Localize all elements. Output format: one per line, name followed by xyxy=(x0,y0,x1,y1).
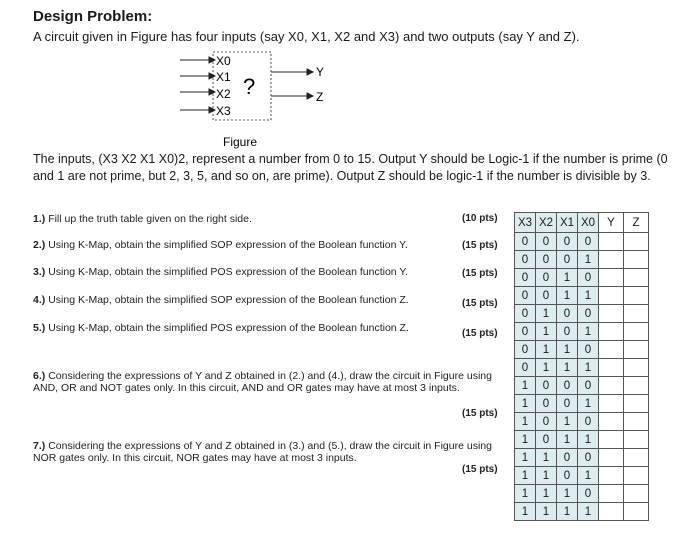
table-row xyxy=(515,413,649,431)
table-row xyxy=(515,233,649,251)
question-number: 2.) xyxy=(33,239,46,251)
table-cell-input: 1 xyxy=(515,467,536,485)
table-cell-input: 1 xyxy=(557,341,578,359)
table-cell-input: 1 xyxy=(578,287,599,305)
table-cell-input: 1 xyxy=(515,395,536,413)
figure-caption: Figure xyxy=(223,135,258,149)
question-6-points: (15 pts) xyxy=(462,408,498,419)
table-cell-input: 0 xyxy=(515,341,536,359)
table-cell-input: 0 xyxy=(515,251,536,269)
table-cell-input: 0 xyxy=(578,341,599,359)
table-cell-input: 1 xyxy=(578,467,599,485)
table-cell-input: 1 xyxy=(578,251,599,269)
table-cell-input: 0 xyxy=(536,251,557,269)
table-cell-input: 1 xyxy=(557,359,578,377)
table-cell-input: 0 xyxy=(536,395,557,413)
table-cell-output-y[interactable] xyxy=(599,503,624,521)
output-z-label: Z xyxy=(316,90,324,104)
question-4 xyxy=(33,294,409,306)
question-number: 7.) xyxy=(33,440,46,452)
table-cell-output-y[interactable] xyxy=(599,431,624,449)
table-cell-input: 1 xyxy=(578,431,599,449)
table-cell-input: 1 xyxy=(536,323,557,341)
table-cell-input: 0 xyxy=(515,359,536,377)
table-row xyxy=(515,251,649,269)
table-cell-output-z[interactable] xyxy=(624,323,649,341)
table-cell-output-y[interactable] xyxy=(599,467,624,485)
table-cell-input: 1 xyxy=(536,305,557,323)
table-cell-input: 1 xyxy=(557,485,578,503)
table-cell-input: 0 xyxy=(515,305,536,323)
table-cell-input: 0 xyxy=(557,395,578,413)
table-cell-input: 1 xyxy=(578,359,599,377)
table-cell-input: 1 xyxy=(578,395,599,413)
table-cell-input: 1 xyxy=(515,503,536,521)
question-3-points: (15 pts) xyxy=(462,268,498,279)
table-row xyxy=(515,395,649,413)
question-7 xyxy=(33,440,503,464)
table-cell-output-z[interactable] xyxy=(624,251,649,269)
input-x3-label: X3 xyxy=(216,104,231,118)
question-number: 5.) xyxy=(33,322,46,334)
table-cell-input: 1 xyxy=(515,431,536,449)
table-cell-input: 1 xyxy=(536,503,557,521)
question-text: Using K-Map, obtain the simplified POS expression of the Boolean function Y. xyxy=(48,266,408,278)
table-cell-input: 0 xyxy=(578,377,599,395)
table-cell-input: 0 xyxy=(536,377,557,395)
question-number: 1.) xyxy=(33,213,46,225)
table-row xyxy=(515,467,649,485)
table-cell-output-y[interactable] xyxy=(599,287,624,305)
table-cell-output-z[interactable] xyxy=(624,287,649,305)
table-cell-output-y[interactable] xyxy=(599,413,624,431)
table-cell-input: 0 xyxy=(536,287,557,305)
table-cell-output-y[interactable] xyxy=(599,251,624,269)
table-cell-input: 0 xyxy=(578,305,599,323)
table-cell-input: 1 xyxy=(557,269,578,287)
table-cell-input: 0 xyxy=(536,413,557,431)
table-cell-output-z[interactable] xyxy=(624,395,649,413)
table-cell-input: 1 xyxy=(578,323,599,341)
table-cell-output-z[interactable] xyxy=(624,377,649,395)
table-cell-output-z[interactable] xyxy=(624,359,649,377)
table-cell-input: 0 xyxy=(536,431,557,449)
question-3 xyxy=(33,266,408,278)
table-cell-input: 0 xyxy=(515,269,536,287)
table-row xyxy=(515,449,649,467)
table-cell-input: 0 xyxy=(557,323,578,341)
question-text: Using K-Map, obtain the simplified SOP expression of the Boolean function Y. xyxy=(48,239,408,251)
table-cell-input: 1 xyxy=(557,413,578,431)
table-cell-input: 1 xyxy=(578,503,599,521)
table-cell-input: 0 xyxy=(557,233,578,251)
question-4-points: (15 pts) xyxy=(462,298,498,309)
table-row xyxy=(515,359,649,377)
header-x0: X0 xyxy=(578,213,599,233)
table-cell-output-z[interactable] xyxy=(624,503,649,521)
question-number: 6.) xyxy=(33,370,46,382)
table-cell-output-z[interactable] xyxy=(624,305,649,323)
question-5-points: (15 pts) xyxy=(462,328,498,339)
truth-table-header-row xyxy=(515,213,649,233)
table-cell-input: 0 xyxy=(557,251,578,269)
table-cell-input: 1 xyxy=(536,341,557,359)
question-text: Fill up the truth table given on the right side. xyxy=(48,213,252,225)
table-cell-input: 0 xyxy=(515,233,536,251)
table-cell-input: 1 xyxy=(515,413,536,431)
table-cell-input: 1 xyxy=(515,449,536,467)
truth-table xyxy=(514,212,649,521)
table-cell-output-y[interactable] xyxy=(599,233,624,251)
table-cell-input: 1 xyxy=(557,287,578,305)
question-text: Considering the expressions of Y and Z obtained in (2.) and (4.), draw the circuit in Figure using AND, OR and NOT gates only. In this circuit, AND and OR gates may have at most 3 inputs. xyxy=(33,370,492,394)
input-x1-label: X1 xyxy=(216,70,231,84)
truth-table-body xyxy=(515,233,649,521)
table-cell-input: 0 xyxy=(557,377,578,395)
table-cell-output-z[interactable] xyxy=(624,449,649,467)
table-row xyxy=(515,269,649,287)
table-cell-output-y[interactable] xyxy=(599,395,624,413)
table-cell-input: 0 xyxy=(578,449,599,467)
table-cell-input: 1 xyxy=(515,485,536,503)
table-cell-input: 0 xyxy=(578,413,599,431)
table-cell-output-z[interactable] xyxy=(624,413,649,431)
output-y-label: Y xyxy=(316,65,325,79)
table-cell-input: 1 xyxy=(557,503,578,521)
question-text: Using K-Map, obtain the simplified POS expression of the Boolean function Z. xyxy=(48,322,409,334)
table-cell-input: 1 xyxy=(536,359,557,377)
table-cell-output-y[interactable] xyxy=(599,377,624,395)
table-cell-input: 0 xyxy=(536,233,557,251)
problem-description: The inputs, (X3 X2 X1 X0)2, represent a number from 0 to 15. Output Y should be Logic-1 if the number is prime (0 and 1 are not prime, but 2, 3, 5, and so on, are prime). Output Z should be logic-1 if the number is divisible by 3. xyxy=(33,152,668,183)
header-x3: X3 xyxy=(515,213,536,233)
table-cell-input: 0 xyxy=(578,269,599,287)
question-5 xyxy=(33,322,409,334)
table-cell-input: 0 xyxy=(557,449,578,467)
table-cell-input: 0 xyxy=(515,287,536,305)
question-7-points: (15 pts) xyxy=(462,464,498,475)
table-row xyxy=(515,503,649,521)
table-cell-output-y[interactable] xyxy=(599,485,624,503)
table-row xyxy=(515,287,649,305)
table-cell-output-y[interactable] xyxy=(599,305,624,323)
problem-title: Design Problem: xyxy=(33,8,153,25)
header-x2: X2 xyxy=(536,213,557,233)
question-text: Using K-Map, obtain the simplified SOP expression of the Boolean function Z. xyxy=(48,294,409,306)
header-x1: X1 xyxy=(557,213,578,233)
table-cell-output-z[interactable] xyxy=(624,233,649,251)
table-cell-output-z[interactable] xyxy=(624,485,649,503)
input-x2-label: X2 xyxy=(216,87,231,101)
table-cell-output-y[interactable] xyxy=(599,449,624,467)
table-cell-input: 1 xyxy=(536,449,557,467)
table-cell-input: 0 xyxy=(557,467,578,485)
table-cell-input: 0 xyxy=(515,323,536,341)
table-cell-output-z[interactable] xyxy=(624,341,649,359)
table-cell-input: 0 xyxy=(557,305,578,323)
table-cell-input: 1 xyxy=(536,485,557,503)
question-text: Considering the expressions of Y and Z obtained in (3.) and (5.), draw the circuit in Figure using NOR gates only. In this circuit, NOR gates may have at most 3 inputs. xyxy=(33,440,492,464)
table-cell-input: 1 xyxy=(557,431,578,449)
question-1-points: (10 pts) xyxy=(462,213,498,224)
table-cell-output-z[interactable] xyxy=(624,269,649,287)
question-6 xyxy=(33,370,503,394)
table-row xyxy=(515,305,649,323)
table-cell-output-y[interactable] xyxy=(599,269,624,287)
table-row xyxy=(515,377,649,395)
table-cell-input: 0 xyxy=(536,269,557,287)
table-row xyxy=(515,323,649,341)
table-cell-output-y[interactable] xyxy=(599,323,624,341)
header-y: Y xyxy=(599,213,624,233)
table-row xyxy=(515,431,649,449)
table-row xyxy=(515,485,649,503)
unknown-symbol: ? xyxy=(243,74,256,99)
circuit-figure xyxy=(175,50,355,150)
table-cell-input: 1 xyxy=(536,467,557,485)
table-cell-input: 0 xyxy=(578,485,599,503)
table-cell-input: 0 xyxy=(578,233,599,251)
table-cell-input: 1 xyxy=(515,377,536,395)
question-2-points: (15 pts) xyxy=(462,240,498,251)
question-1 xyxy=(33,213,252,225)
input-x0-label: X0 xyxy=(216,54,231,68)
question-number: 4.) xyxy=(33,294,46,306)
table-cell-output-z[interactable] xyxy=(624,467,649,485)
table-cell-output-y[interactable] xyxy=(599,359,624,377)
question-number: 3.) xyxy=(33,266,46,278)
header-z: Z xyxy=(624,213,649,233)
table-row xyxy=(515,341,649,359)
question-2 xyxy=(33,239,408,251)
table-cell-output-z[interactable] xyxy=(624,431,649,449)
problem-intro: A circuit given in Figure has four inputs (say X0, X1, X2 and X3) and two outputs (say Y and Z). xyxy=(33,29,580,44)
table-cell-output-y[interactable] xyxy=(599,341,624,359)
